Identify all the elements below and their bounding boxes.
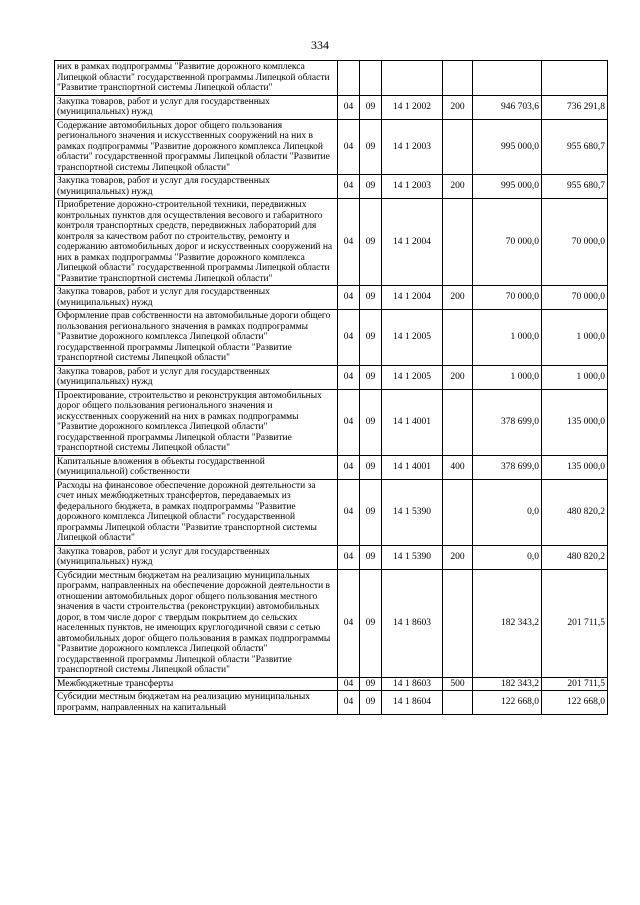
- expense-type-code: 200: [443, 286, 473, 310]
- expense-description: Оформление прав собственности на автомобильные дороги общего пользования регионального значения в рамках подпрограммы "Развитие дорожного комплекса Липецкой области" государственной программы Липецкой области "Развитие транспортной системы Липецкой области": [55, 310, 338, 366]
- section-code: 04: [338, 455, 360, 479]
- expense-description: Закупка товаров, работ и услуг для государственных (муниципальных) нужд: [55, 365, 338, 389]
- expense-description: Субсидии местным бюджетам на реализацию муниципальных программ, направленных на обеспечение дорожной деятельности в отношении автомобильных дорог общего пользования местного значения в части строительства (реконструкции) автомобильных дорог, в том числе дорог с твердым покрытием до сельских населенных пунктов, не имеющих круглогодичной связи с сетью автомобильных дорог общего пользования в рамках подпрограммы "Развитие дорожного комплекса Липецкой области" государственной программы Липецкой области "Развитие транспортной системы Липецкой области": [55, 569, 338, 677]
- section-code: 04: [338, 310, 360, 366]
- subsection-code: 09: [360, 119, 382, 175]
- target-article-code: [382, 61, 443, 96]
- subsection-code: 09: [360, 310, 382, 366]
- amount-year-2: 201 711,5: [542, 569, 608, 677]
- subsection-code: 09: [360, 479, 382, 545]
- target-article-code: 14 1 8604: [382, 691, 443, 715]
- amount-year-2: 480 820,2: [542, 479, 608, 545]
- subsection-code: [360, 61, 382, 96]
- table-row: [55, 286, 608, 310]
- subsection-code: 09: [360, 569, 382, 677]
- amount-year-2: 135 000,0: [542, 455, 608, 479]
- table-row: [55, 479, 608, 545]
- section-code: 04: [338, 175, 360, 199]
- amount-year-2: [542, 61, 608, 96]
- table-row: [55, 569, 608, 677]
- amount-year-2: 480 820,2: [542, 545, 608, 569]
- target-article-code: 14 1 2004: [382, 286, 443, 310]
- amount-year-1: 122 668,0: [473, 691, 542, 715]
- amount-year-2: 135 000,0: [542, 389, 608, 455]
- expense-description: Проектирование, строительство и реконструкция автомобильных дорог общего пользования регионального значения и искусственных сооружений на них в рамках подпрограммы "Развитие дорожного комплекса Липецкой области" государственной программы Липецкой области "Развитие транспортной системы Липецкой области": [55, 389, 338, 455]
- expense-type-code: [443, 310, 473, 366]
- target-article-code: 14 1 2005: [382, 310, 443, 366]
- subsection-code: 09: [360, 455, 382, 479]
- amount-year-2: 955 680,7: [542, 119, 608, 175]
- table-row: [55, 175, 608, 199]
- table-row: [55, 95, 608, 119]
- amount-year-1: 946 703,6: [473, 95, 542, 119]
- expense-type-code: [443, 569, 473, 677]
- expense-description: Расходы на финансовое обеспечение дорожной деятельности за счет иных межбюджетных трансфертов, передаваемых из федерального бюджета, в рамках подпрограммы "Развитие дорожного комплекса Липецкой области" государственной программы Липецкой области "Развитие транспортной системы Липецкой области": [55, 479, 338, 545]
- expense-description: Закупка товаров, работ и услуг для государственных (муниципальных) нужд: [55, 95, 338, 119]
- section-code: 04: [338, 95, 360, 119]
- table-body: [55, 61, 608, 715]
- table-row: [55, 199, 608, 286]
- subsection-code: 09: [360, 691, 382, 715]
- table-row: [55, 455, 608, 479]
- subsection-code: 09: [360, 95, 382, 119]
- amount-year-2: 955 680,7: [542, 175, 608, 199]
- expense-type-code: 500: [443, 677, 473, 691]
- expense-type-code: [443, 691, 473, 715]
- section-code: 04: [338, 199, 360, 286]
- expense-description: Капитальные вложения в объекты государственной (муниципальной) собственности: [55, 455, 338, 479]
- subsection-code: 09: [360, 286, 382, 310]
- expense-type-code: [443, 199, 473, 286]
- expense-description: Субсидии местным бюджетам на реализацию муниципальных программ, направленных на капитальный: [55, 691, 338, 715]
- amount-year-2: 736 291,8: [542, 95, 608, 119]
- subsection-code: 09: [360, 677, 382, 691]
- expense-type-code: 200: [443, 175, 473, 199]
- target-article-code: 14 1 4001: [382, 455, 443, 479]
- amount-year-1: 1 000,0: [473, 310, 542, 366]
- expense-type-code: [443, 479, 473, 545]
- amount-year-1: 378 699,0: [473, 455, 542, 479]
- target-article-code: 14 1 2004: [382, 199, 443, 286]
- amount-year-1: 0,0: [473, 545, 542, 569]
- amount-year-1: 995 000,0: [473, 175, 542, 199]
- section-code: 04: [338, 691, 360, 715]
- amount-year-1: 0,0: [473, 479, 542, 545]
- expense-type-code: [443, 119, 473, 175]
- table-row: [55, 677, 608, 691]
- section-code: 04: [338, 365, 360, 389]
- subsection-code: 09: [360, 389, 382, 455]
- page-number: 334: [311, 38, 329, 52]
- section-code: 04: [338, 677, 360, 691]
- amount-year-1: 995 000,0: [473, 119, 542, 175]
- amount-year-2: 122 668,0: [542, 691, 608, 715]
- amount-year-2: 201 711,5: [542, 677, 608, 691]
- amount-year-1: [473, 61, 542, 96]
- subsection-code: 09: [360, 365, 382, 389]
- amount-year-1: 70 000,0: [473, 199, 542, 286]
- expense-type-code: [443, 389, 473, 455]
- subsection-code: 09: [360, 199, 382, 286]
- expense-type-code: 200: [443, 365, 473, 389]
- amount-year-2: 1 000,0: [542, 365, 608, 389]
- section-code: 04: [338, 569, 360, 677]
- target-article-code: 14 1 8603: [382, 677, 443, 691]
- subsection-code: 09: [360, 545, 382, 569]
- expense-description: Межбюджетные трансферты: [55, 677, 338, 691]
- expense-description: Содержание автомобильных дорог общего пользования регионального значения и искусственных сооружений на них в рамках подпрограммы "Развитие дорожного комплекса Липецкой области" государственной программы Липецкой области "Развитие транспортной системы Липецкой области": [55, 119, 338, 175]
- table-row: [55, 389, 608, 455]
- amount-year-1: 378 699,0: [473, 389, 542, 455]
- table-row: [55, 691, 608, 715]
- target-article-code: 14 1 2002: [382, 95, 443, 119]
- target-article-code: 14 1 8603: [382, 569, 443, 677]
- subsection-code: 09: [360, 175, 382, 199]
- section-code: 04: [338, 545, 360, 569]
- amount-year-1: 70 000,0: [473, 286, 542, 310]
- table-row: [55, 61, 608, 96]
- target-article-code: 14 1 2003: [382, 119, 443, 175]
- expense-type-code: 200: [443, 95, 473, 119]
- expense-description: Закупка товаров, работ и услуг для государственных (муниципальных) нужд: [55, 286, 338, 310]
- target-article-code: 14 1 4001: [382, 389, 443, 455]
- target-article-code: 14 1 2005: [382, 365, 443, 389]
- amount-year-2: 70 000,0: [542, 199, 608, 286]
- section-code: 04: [338, 119, 360, 175]
- expense-description: Закупка товаров, работ и услуг для государственных (муниципальных) нужд: [55, 175, 338, 199]
- table-row: [55, 365, 608, 389]
- section-code: 04: [338, 286, 360, 310]
- table-row: [55, 119, 608, 175]
- expense-description: Закупка товаров, работ и услуг для государственных (муниципальных) нужд: [55, 545, 338, 569]
- section-code: [338, 61, 360, 96]
- expense-type-code: 400: [443, 455, 473, 479]
- amount-year-1: 1 000,0: [473, 365, 542, 389]
- amount-year-2: 70 000,0: [542, 286, 608, 310]
- budget-table: [54, 60, 608, 715]
- amount-year-1: 182 343,2: [473, 569, 542, 677]
- amount-year-2: 1 000,0: [542, 310, 608, 366]
- target-article-code: 14 1 2003: [382, 175, 443, 199]
- table-row: [55, 310, 608, 366]
- expense-type-code: [443, 61, 473, 96]
- target-article-code: 14 1 5390: [382, 479, 443, 545]
- amount-year-1: 182 343,2: [473, 677, 542, 691]
- table-row: [55, 545, 608, 569]
- target-article-code: 14 1 5390: [382, 545, 443, 569]
- section-code: 04: [338, 479, 360, 545]
- section-code: 04: [338, 389, 360, 455]
- expense-type-code: 200: [443, 545, 473, 569]
- expense-description: Приобретение дорожно-строительной техники, передвижных контрольных пунктов для осуществления весового и габаритного контроля транспортных средств, передвижных лабораторий для контроля за качеством работ по строительству, ремонту и содержанию автомобильных дорог и искусственных сооружений на них в рамках подпрограммы "Развитие дорожного комплекса Липецкой области" государственной программы Липецкой области "Развитие транспортной системы Липецкой области": [55, 199, 338, 286]
- expense-description: них в рамках подпрограммы "Развитие дорожного комплекса Липецкой области" государственной программы Липецкой области "Развитие транспортной системы Липецкой области": [55, 61, 338, 96]
